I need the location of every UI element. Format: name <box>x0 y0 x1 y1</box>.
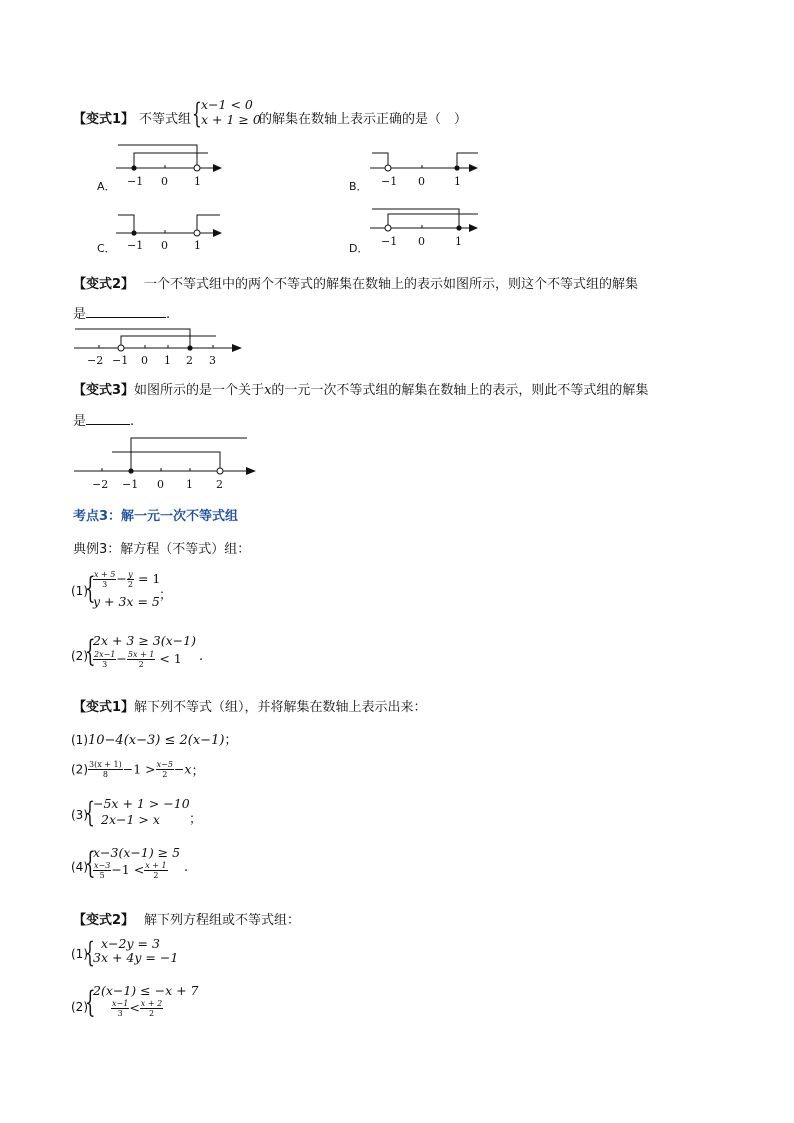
system-problem-2 <box>71 984 221 1026</box>
tick-label: 0 <box>161 175 168 188</box>
variant3-text-a: 如图所示的是一个关于 <box>134 383 265 398</box>
variant2b-tag: 【变式2】 <box>73 913 135 928</box>
option-b-number-line <box>364 138 489 190</box>
equation-2: 3x + 4y = −1 <box>93 950 179 965</box>
punctuation: ； <box>159 588 173 603</box>
inequality-1: x−3(x−1) ≥ 5 <box>93 845 181 860</box>
answer-blank[interactable] <box>86 305 166 318</box>
variant3-text-b: 的一元一次不等式组的解集在数轴上的表示，则此不等式组的解集 <box>271 383 649 398</box>
problem-number: (1) <box>71 584 88 598</box>
tick-label: 2 <box>216 478 223 491</box>
example-text: 典例3：解方程（不等式）组： <box>73 542 251 557</box>
variant1-eq1: x−1 < 0 <box>201 97 253 112</box>
option-a-number-line <box>110 138 235 190</box>
system-brace: { <box>85 571 96 606</box>
system-brace: { <box>85 796 95 829</box>
tick-label: −1 <box>112 354 129 367</box>
inequality-2: $\frac{x-3}{5}$ −1 < $\frac{x + 1}{2}$ <box>94 861 167 880</box>
system-brace: { <box>85 634 96 669</box>
problem-number: (2) <box>71 762 88 777</box>
variant1b-question <box>73 696 427 715</box>
tick-label: −2 <box>87 354 104 367</box>
tick-label: −1 <box>122 478 139 491</box>
system-brace: { <box>85 985 96 1020</box>
punctuation: . <box>184 860 189 875</box>
option-c-number-line <box>110 203 235 253</box>
example-heading <box>73 538 250 557</box>
system-problem-1 <box>71 937 211 973</box>
inequality-1: −5x + 1 > −10 <box>93 796 190 811</box>
example-problem-2 <box>71 633 231 675</box>
system-brace: { <box>192 97 202 130</box>
variant2b-text: 解下列方程组或不等式组： <box>144 913 301 928</box>
variant1-tag: 【变式1】 <box>73 112 135 127</box>
tick-label: 1 <box>194 175 201 188</box>
option-a-label: A． <box>97 180 116 193</box>
variant3-question <box>73 379 648 398</box>
tick-label: 3 <box>209 354 216 367</box>
variant3-tag: 【变式3】 <box>73 383 135 398</box>
variant3-number-line <box>70 432 265 492</box>
tick-label: −1 <box>381 175 398 188</box>
inequality: 10−4(x−3) ≤ 2(x−1) <box>88 733 225 748</box>
variant3-line2: 是 <box>73 414 87 429</box>
variant1-tail: 的解集在数轴上表示正确的是（ ） <box>259 112 468 127</box>
variable-x: x <box>264 383 272 398</box>
option-b-label: B． <box>349 180 368 193</box>
inequality-2: 2x−1 > x <box>101 812 160 827</box>
system-brace: { <box>85 936 95 969</box>
section-title: 考点3：解一元一次不等式组 <box>73 509 239 524</box>
variant2-tag: 【变式2】 <box>73 277 135 292</box>
variant1-lead: 不等式组 <box>139 112 192 127</box>
variant1b-text: 解下列不等式（组），并将解集在数轴上表示出来： <box>134 700 427 715</box>
equation-2: y + 3x = 5 <box>93 594 160 609</box>
practice-problem-3 <box>71 797 211 833</box>
period: . <box>130 414 135 429</box>
operator: −1 > <box>122 761 156 777</box>
variant2-line2: 是 <box>73 307 87 322</box>
variant2-number-line <box>70 322 250 370</box>
tick-label: 1 <box>164 354 171 367</box>
problem-number: (2) <box>71 1000 88 1014</box>
tick-label: 1 <box>194 239 201 252</box>
practice-problem-4 <box>71 845 221 887</box>
tick-label: 1 <box>455 235 462 248</box>
period: . <box>166 307 171 322</box>
equation-1: $\frac{x + 5}{3}$ − $\frac{y}{2}$ = 1 <box>94 570 161 589</box>
option-d-label: D． <box>349 242 369 255</box>
tick-label: −1 <box>381 235 398 248</box>
example-problem-1 <box>71 570 231 612</box>
tick-label: 1 <box>186 478 193 491</box>
variant1b-tag: 【变式1】 <box>73 700 135 715</box>
system-brace: { <box>85 846 96 881</box>
variant2-text: 一个不等式组中的两个不等式的解集在数轴上的表示如图所示，则这个不等式组的解集 <box>144 277 639 292</box>
inequality-2: $\frac{2x-1}{3}$ − $\frac{5x + 1}{2}$ < 1 <box>94 650 182 669</box>
punctuation: ； <box>189 812 203 827</box>
variant2-question <box>73 273 638 292</box>
punctuation: ； <box>191 764 205 779</box>
variant1-eq2: x + 1 ≥ 0 <box>201 112 261 127</box>
answer-blank[interactable] <box>86 412 130 425</box>
variant2b-question <box>73 909 300 928</box>
practice-problem-2: (2) $\frac{3(x + 1)}{8}$ −1 > $\frac{x-5}{2}$ −x； <box>71 760 205 779</box>
tick-label: 0 <box>157 478 164 491</box>
problem-number: (2) <box>71 649 88 663</box>
inequality-1: 2x + 3 ≥ 3(x−1) <box>93 633 196 648</box>
tick-label: 0 <box>418 175 425 188</box>
variant2-answer-line <box>73 303 170 322</box>
option-d-number-line <box>364 200 489 252</box>
option-c-label: C． <box>97 242 116 255</box>
tick-label: −2 <box>92 478 109 491</box>
variant3-answer-line <box>73 410 134 429</box>
tick-label: 0 <box>141 354 148 367</box>
punctuation: . <box>199 649 204 664</box>
tick-label: −1 <box>127 239 144 252</box>
problem-number: (4) <box>71 860 88 874</box>
problem-number: (3) <box>71 808 88 822</box>
inequality-1: 2(x−1) ≤ −x + 7 <box>93 983 199 998</box>
tick-label: 0 <box>161 239 168 252</box>
problem-number: (1) <box>71 947 88 961</box>
tick-label: 2 <box>186 354 193 367</box>
punctuation: ； <box>224 733 238 748</box>
term: −x <box>173 761 192 777</box>
inequality-2: $\frac{x-1}{3}$ < $\frac{x + 2}{2}$ <box>112 999 163 1018</box>
problem-number: (1) <box>71 733 88 747</box>
practice-problem-1 <box>71 729 237 748</box>
tick-label: 1 <box>454 175 461 188</box>
tick-label: −1 <box>127 175 144 188</box>
tick-label: 0 <box>418 235 425 248</box>
equation-1: x−2y = 3 <box>101 936 160 951</box>
